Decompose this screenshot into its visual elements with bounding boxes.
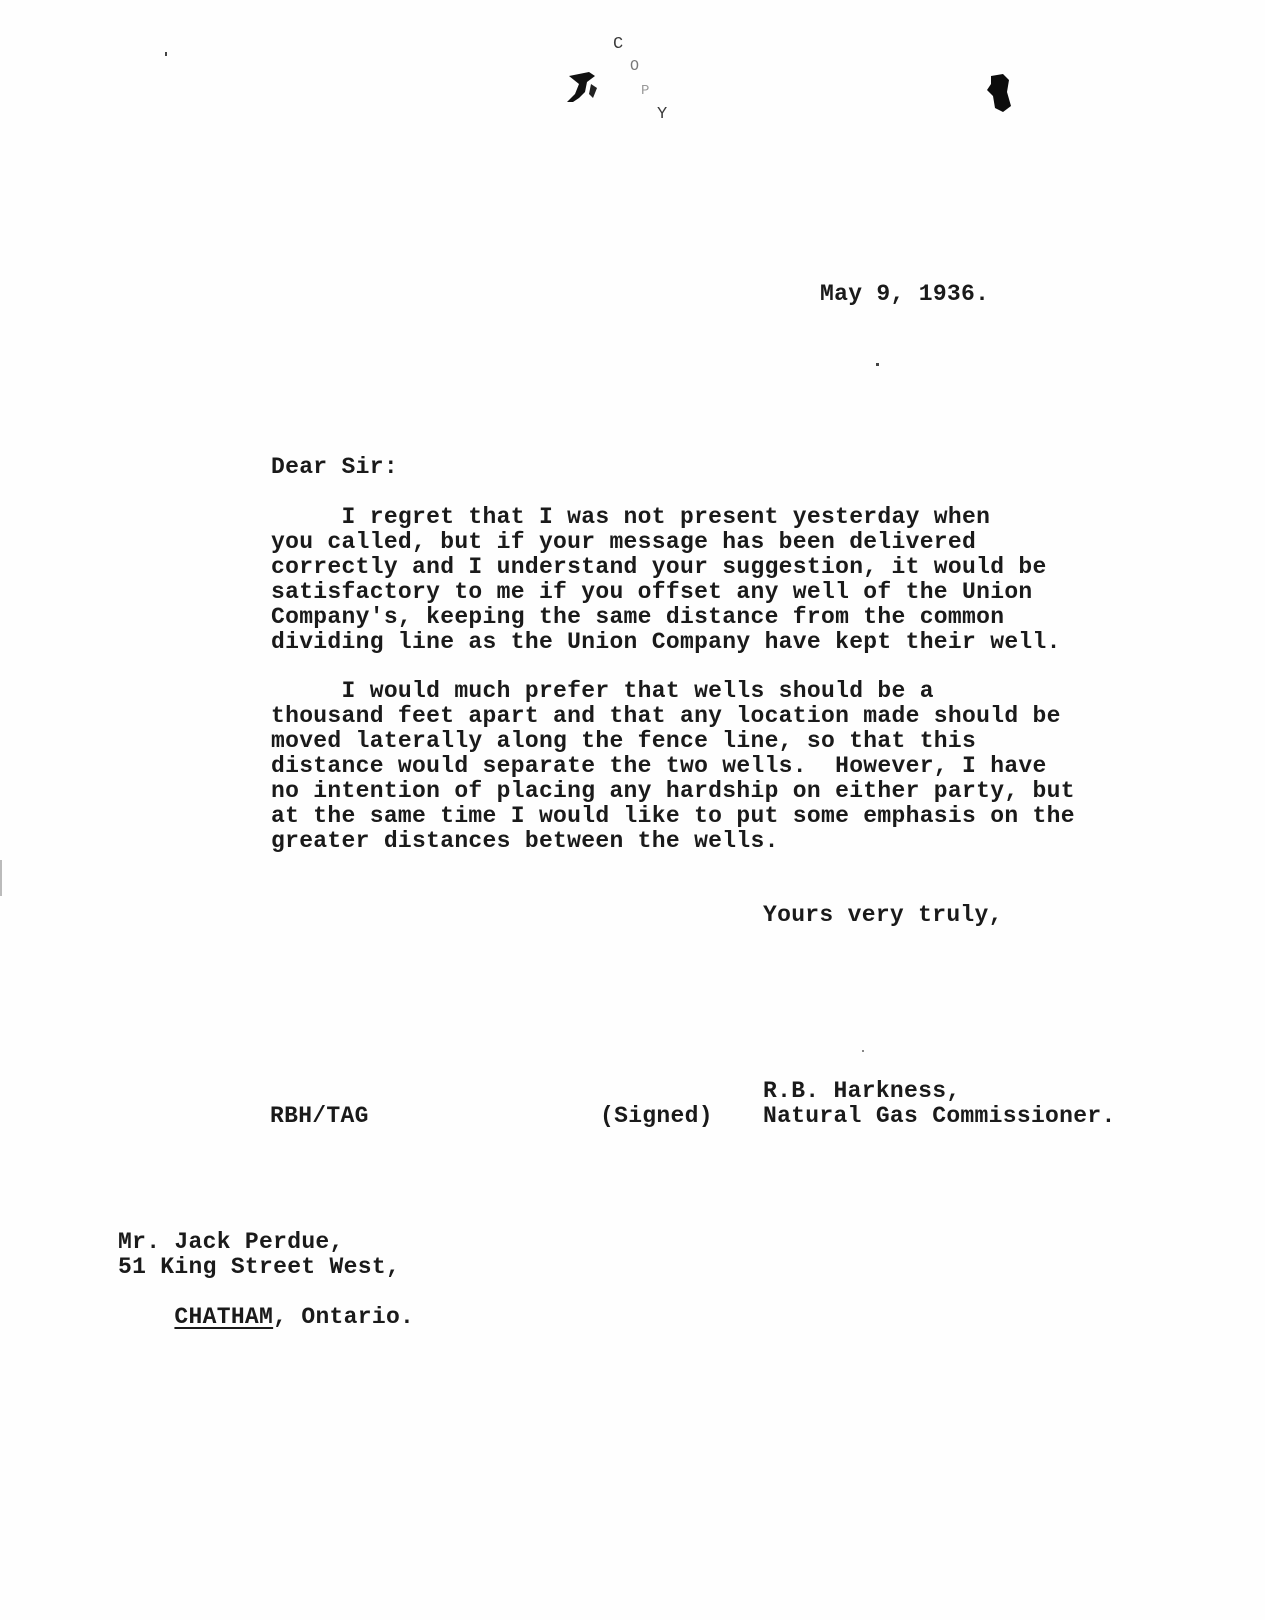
paragraph-line: you called, but if your message has been delivered	[271, 529, 977, 555]
signed-note: (Signed)	[600, 1103, 713, 1129]
paragraph-line: no intention of placing any hardship on either party, but	[271, 778, 1075, 804]
paragraph-line: I regret that I was not present yesterday when	[271, 504, 991, 530]
recipient-name: Mr. Jack Perdue,	[118, 1229, 344, 1255]
copy-stamp-letter-o: O	[630, 58, 640, 75]
copy-stamp-letter-c: C	[613, 35, 624, 54]
reference-initials: RBH/TAG	[270, 1103, 369, 1129]
letter-date: May 9, 1936.	[820, 281, 990, 307]
paragraph-line: I would much prefer that wells should be a	[271, 678, 934, 704]
paragraph-line: correctly and I understand your suggestion, it would be	[271, 554, 1047, 580]
ink-blot-right	[985, 72, 1015, 114]
recipient-street: 51 King Street West,	[118, 1254, 401, 1280]
body-paragraph-1	[271, 505, 1151, 655]
copy-stamp-letter-p: P	[641, 83, 650, 99]
closing: Yours very truly,	[763, 902, 1003, 928]
paragraph-line: distance would separate the two wells. However, I have	[271, 753, 1047, 779]
signer-name: R.B. Harkness,	[763, 1078, 961, 1104]
paragraph-line: at the same time I would like to put some emphasis on the	[271, 803, 1075, 829]
ink-blot-left	[565, 68, 605, 108]
recipient-city: CHATHAM	[174, 1304, 274, 1330]
salutation: Dear Sir:	[271, 454, 398, 480]
paper-speck	[876, 363, 879, 366]
paragraph-line: moved laterally along the fence line, so that this	[271, 728, 977, 754]
recipient-province: , Ontario.	[273, 1304, 415, 1330]
paragraph-line: Company's, keeping the same distance from the common	[271, 604, 1005, 630]
paper-speck	[862, 1050, 864, 1052]
paragraph-line: satisfactory to me if you offset any well of the Union	[271, 579, 1033, 605]
paragraph-line: dividing line as the Union Company have kept their well.	[271, 629, 1061, 655]
signer-title: Natural Gas Commissioner.	[763, 1103, 1116, 1129]
paragraph-line: thousand feet apart and that any location made should be	[271, 703, 1061, 729]
scan-edge-mark	[0, 860, 2, 896]
paper-speck	[165, 52, 167, 56]
body-paragraph-2	[271, 679, 1151, 854]
paragraph-line: greater distances between the wells.	[271, 828, 779, 854]
recipient-city-line	[118, 1280, 414, 1355]
copy-stamp-letter-y: Y	[657, 105, 668, 124]
